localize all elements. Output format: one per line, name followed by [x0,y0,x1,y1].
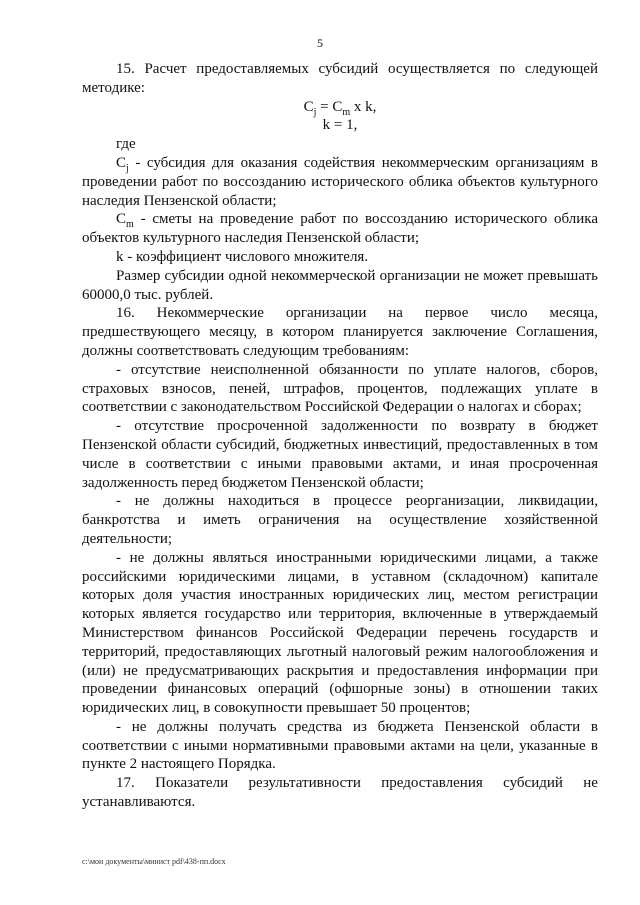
definition-cm [82,210,598,248]
paragraph-17-rest: устанавливаются. [82,794,196,811]
requirement-1: - отсутствие неисполненной обязанности по уплате налогов, сборов, страховых взносов, пеней, штрафов, процентов, подлежащих уплате в соответствии с законодательством Российской Федерации о налогах и сборах; [82,361,598,416]
formula-cm-subscript: m [342,106,351,118]
p16-word: первое [424,305,469,322]
requirement-4: - не должны являться иностранными юридическими лицами, а также российскими юридическими лицами, в уставном (складочном) капитале которых доля участия иностранных юридических лиц, местом регистрации которых является государство или территория, включенные в утверждаемый Министерством финансов Российской Федерации перечень государств и территорий, предоставляющих льготный налоговый режим налогообложения и (или) не предусматривающих раскрытия и предоставления информации при проведении финансовых операций (офшорные зоны) в отношении таких юридических лиц, в совокупности превышает 50 процентов; [82,549,598,717]
p16-word: Некоммерческие [156,305,264,322]
page-number: 5 [317,36,323,50]
p16-word: на [388,305,403,322]
formula-cj-subscript: j [313,106,317,118]
definition-cj-symbol: C [116,154,127,171]
where-label: где [116,136,136,153]
p16-word: месяца, [549,305,598,322]
definition-cm-text: - сметы на проведение работ по воссозданию исторического облика объектов культурного наследия Пензенской области; [82,211,598,247]
p16-word: организации [285,305,367,322]
p17-word: не [583,775,598,792]
definition-cm-symbol: C [116,211,127,228]
p17-word: субсидий [503,775,563,792]
requirement-2: - отсутствие просроченной задолженности по возврату в бюджет Пензенской области субсидий, бюджетных инвестиций, предоставленных в том числе в соответствии с иными правовыми актами, и иная просроченная задолженность перед бюджетом Пензенской области; [82,418,598,491]
p16-word: 16. [116,305,135,322]
definition-cj [82,154,598,210]
formula-cm-symbol: = C [316,98,343,115]
document-body [82,60,598,812]
definition-cm-subscript: m [126,219,134,231]
definition-cj-text: - субсидия для оказания содействия некоммерческим организациям в проведении работ по воссозданию исторического облика объектов культурного наследия Пензенской области; [82,154,598,209]
formula-rest: x k, [350,98,377,115]
paragraph-17-first-line [82,774,598,793]
definition-k: k - коэффициент числового множителя. [116,248,369,265]
footer-file-path: c:\мои документы\минист pdf\438-пп.docx [82,857,226,866]
max-subsidy-paragraph: Размер субсидии одной некоммерческой организации не может превышать 60000,0 тыс. рублей. [82,267,598,303]
formula-cj-symbol: C [303,98,314,115]
requirement-5: - не должны получать средства из бюджета Пензенской области в соответствии с иными нормативными правовыми актами на цели, указанные в пункте 2 настоящего Порядка. [82,718,598,773]
paragraph-15: 15. Расчет предоставляемых субсидий осуществляется по следующей методике: [82,61,598,96]
definition-cj-subscript: j [126,162,129,174]
p17-word: результативности [248,775,361,792]
p17-word: 17. [116,775,135,792]
paragraph-16-rest: предшествующего месяцу, в котором планируется заключение Соглашения, должны соответствовать следующим требованиям: [82,324,598,359]
formula-k: k = 1, [322,117,358,134]
paragraph-16-first-line [82,304,598,323]
requirement-3: - не должны находиться в процессе реорганизации, ликвидации, банкротства и иметь ограничения на осуществление хозяйственной деятельности; [82,493,598,547]
p16-word: число [490,305,528,322]
p17-word: предоставления [381,775,483,792]
formula-cj [82,98,598,117]
p17-word: Показатели [155,775,229,792]
